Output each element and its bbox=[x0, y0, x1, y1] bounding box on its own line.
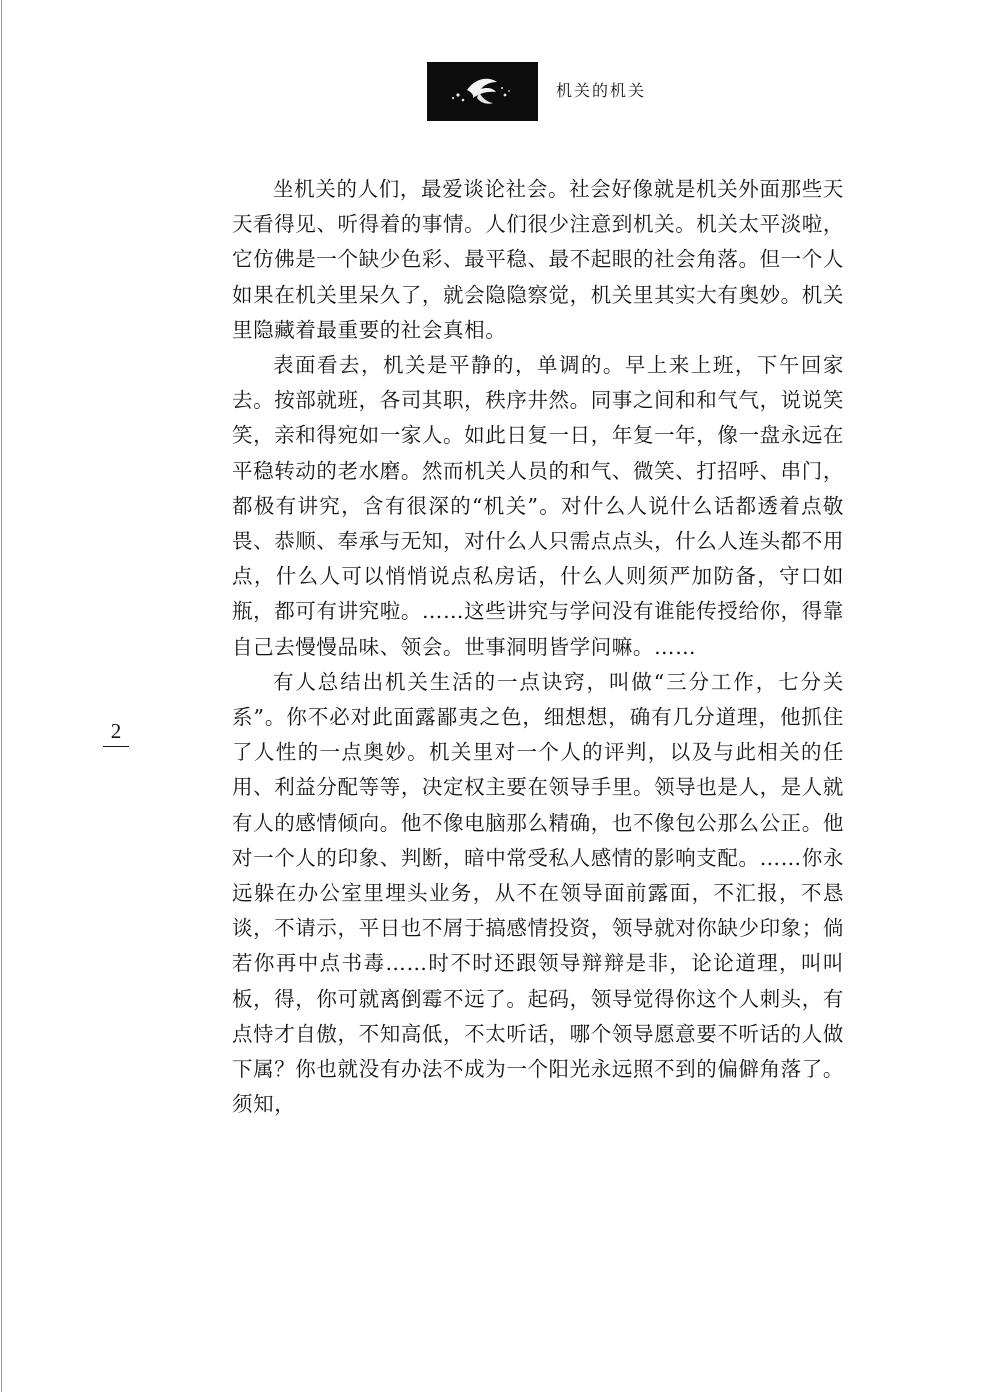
paragraph-3: 有人总结出机关生活的一点诀窍，叫做“三分工作，七分关系”。你不必对此面露鄙夷之色，细想想，确有几分道理，他抓住了人性的一点奥妙。机关里对一个人的评判，以及与此相关的任用、利益分配等等，决定权主要在领导手里。领导也是人，是人就有人的感情倾向。他不像电脑那么精确，也不像包公那么公正。他对一个人的印象、判断，暗中常受私人感情的影响支配。……你永远躲在办公室里埋头业务，从不在领导面前露面，不汇报，不恳谈，不请示，平日也不屑于搞感情投资，领导就对你缺少印象；倘若你再中点书毒……时不时还跟领导辩辩是非，论论道理，叫叫板，得，你可就离倒霉不远了。起码，领导觉得你这个人刺头，有点恃才自傲，不知高低，不太听话，哪个领导愿意要不听话的人做下属？你也就没有办法不成为一个阳光永远照不到的偏僻角落了。须知， bbox=[232, 669, 844, 1117]
running-header-title: 机关的机关 bbox=[556, 81, 647, 100]
paragraph-1: 坐机关的人们，最爱谈论社会。社会好像就是机关外面那些天天看得见、听得着的事情。人们很少注意到机关。机关太平淡啦，它仿佛是一个缺少色彩、最平稳、最不起眼的社会角落。但一个人如果在机关里呆久了，就会隐隐察觉，机关里其实大有奥妙。机关里隐藏着最重要的社会真相。 bbox=[232, 177, 844, 342]
paragraph-2: 表面看去，机关是平静的，单调的。早上来上班，下午回家去。按部就班，各司其职，秩序井然。同事之间和和气气，说说笑笑，亲和得宛如一家人。如此日复一日，年复一年，像一盘永远在平稳转动的老水磨。然而机关人员的和气、微笑、打招呼、串门，都极有讲究，含有很深的“机关”。对什么人说什么话都透着点敬畏、恭顺、奉承与无知，对什么人只需点点头，什么人连头都不用点，什么人可以悄悄说点私房话，什么人则须严加防备，守口如瓶，都可有讲究啦。……这些讲究与学问没有谁能传授给你，得靠自己去慢慢品味、领会。世事洞明皆学问嘛。…… bbox=[232, 353, 844, 659]
body-text bbox=[232, 172, 844, 1122]
page-number: 2 bbox=[103, 719, 129, 747]
page-left-edge-line bbox=[1, 0, 2, 1392]
dark-ornament-icon bbox=[427, 62, 538, 121]
